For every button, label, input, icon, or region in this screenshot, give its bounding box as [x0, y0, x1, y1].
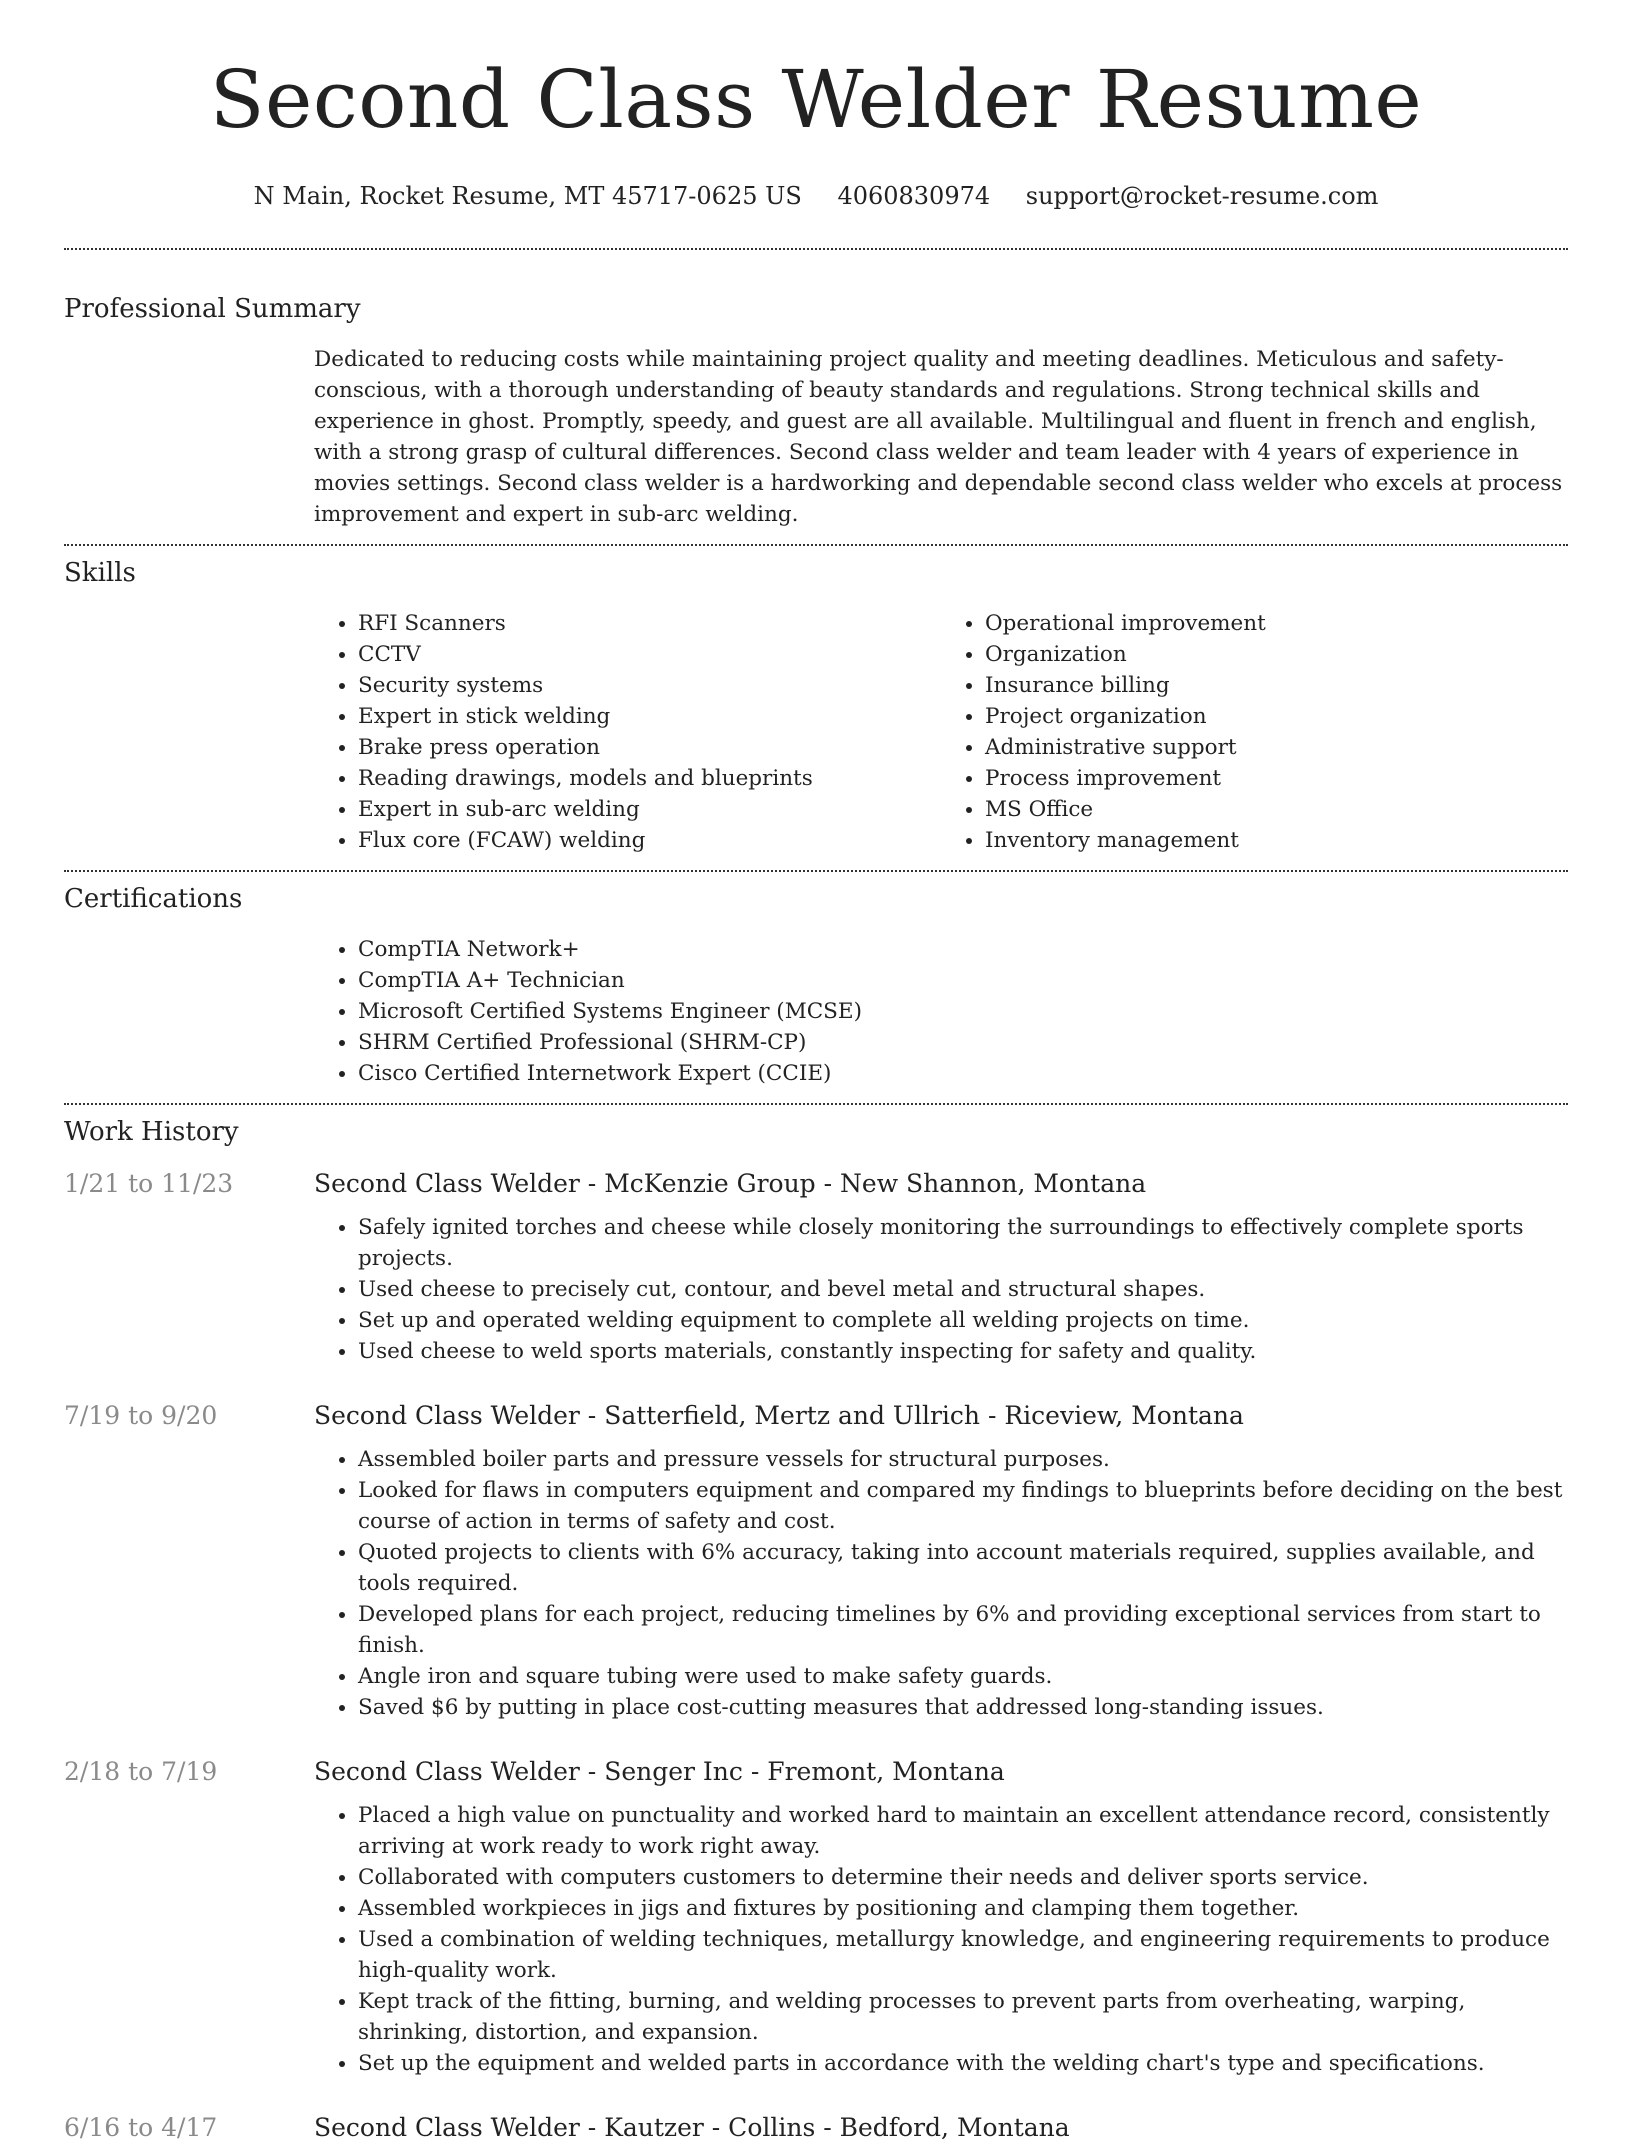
skills-list-right	[941, 608, 1568, 856]
list-item: • Quoted projects to clients with 6% accuracy, taking into account materials required, supplies available, and tools required.	[358, 1537, 1568, 1599]
list-item: • Expert in sub-arc welding	[358, 794, 941, 825]
list-item: • Used a combination of welding techniques, metallurgy knowledge, and engineering requirements to produce high-quality work.	[358, 1924, 1568, 1986]
job-dates: 7/19 to 9/20	[64, 1401, 218, 1430]
job-dates: 6/16 to 4/17	[64, 2113, 218, 2142]
list-item: • Project organization	[985, 701, 1568, 732]
job-bullets	[314, 1444, 1568, 1723]
list-item: • Angle iron and square tubing were used to make safety guards.	[358, 1661, 1568, 1692]
list-item: • Collaborated with computers customers to determine their needs and deliver sports service.	[358, 1862, 1568, 1893]
job-bullets	[314, 1800, 1568, 2079]
list-item: • SHRM Certified Professional (SHRM-CP)	[358, 1027, 1568, 1058]
list-item: • Looked for flaws in computers equipment and compared my findings to blueprints before deciding on the best course of action in terms of safety and cost.	[358, 1475, 1568, 1537]
list-item: • Developed plans for each project, reducing timelines by 6% and providing exceptional services from start to finish.	[358, 1599, 1568, 1661]
list-item: • RFI Scanners	[358, 608, 941, 639]
skills-section	[0, 546, 1632, 856]
contact-phone: 4060830974	[837, 182, 991, 210]
list-item: • Saved $6 by putting in place cost-cutting measures that addressed long-standing issues.	[358, 1692, 1568, 1723]
list-item: • Brake press operation	[358, 732, 941, 763]
list-item: • Assembled boiler parts and pressure vessels for structural purposes.	[358, 1444, 1568, 1475]
list-item: • Placed a high value on punctuality and worked hard to maintain an excellent attendance record, consistently arriving at work ready to work right away.	[358, 1800, 1568, 1862]
list-item: • Flux core (FCAW) welding	[358, 825, 941, 856]
summary-section	[0, 250, 1632, 530]
list-item: • Reading drawings, models and blueprints	[358, 763, 941, 794]
list-item: • CompTIA A+ Technician	[358, 965, 1568, 996]
contact-email: support@rocket-resume.com	[1025, 182, 1379, 210]
list-item: • Process improvement	[985, 763, 1568, 794]
job-header	[64, 1401, 1568, 1430]
list-item: • Set up the equipment and welded parts in accordance with the welding chart's type and specifications.	[358, 2048, 1568, 2079]
contact-address: N Main, Rocket Resume, MT 45717-0625 US	[253, 182, 802, 210]
list-item: • Microsoft Certified Systems Engineer (MCSE)	[358, 996, 1568, 1027]
job-bullets	[314, 1212, 1568, 1367]
list-item: • CompTIA Network+	[358, 934, 1568, 965]
job-header	[64, 1169, 1568, 1198]
list-item: • Administrative support	[985, 732, 1568, 763]
summary-heading: Professional Summary	[64, 294, 361, 324]
contact-line	[0, 180, 1632, 212]
job-dates: 1/21 to 11/23	[64, 1169, 234, 1198]
list-item: • Safely ignited torches and cheese while closely monitoring the surroundings to effectively complete sports projects.	[358, 1212, 1568, 1274]
list-item: • CCTV	[358, 639, 941, 670]
job-entry	[64, 1169, 1568, 1367]
list-item: • MS Office	[985, 794, 1568, 825]
list-item: • Inventory management	[985, 825, 1568, 856]
list-item: • Insurance billing	[985, 670, 1568, 701]
job-title: Second Class Welder - McKenzie Group - New Shannon, Montana	[314, 1169, 1147, 1198]
job-entry	[64, 1401, 1568, 1723]
job-title: Second Class Welder - Satterfield, Mertz and Ullrich - Riceview, Montana	[314, 1401, 1244, 1430]
skills-list-left	[314, 608, 941, 856]
job-entry	[64, 2113, 1568, 2142]
job-title: Second Class Welder - Kautzer - Collins - Bedford, Montana	[314, 2113, 1070, 2142]
certifications-section	[0, 872, 1632, 1089]
list-item: • Cisco Certified Internetwork Expert (CCIE)	[358, 1058, 1568, 1089]
work-section	[0, 1105, 1632, 2142]
list-item: • Organization	[985, 639, 1568, 670]
work-heading: Work History	[64, 1117, 239, 1147]
list-item: • Used cheese to precisely cut, contour, and bevel metal and structural shapes.	[358, 1274, 1568, 1305]
certifications-body	[314, 934, 1568, 1089]
summary-text: Dedicated to reducing costs while maintaining project quality and meeting deadlines. Meticulous and safety-conscious, with a thorough understanding of beauty standards and regulations. Strong technical skills and experience in ghost. Promptly, speedy, and guest are all available. Multilingual and fluent in french and english, with a strong grasp of cultural differences. Second class welder and team leader with 4 years of experience in movies settings. Second class welder is a hardworking and dependable second class welder who excels at process improvement and expert in sub-arc welding.	[314, 347, 1563, 527]
list-item: • Used cheese to weld sports materials, constantly inspecting for safety and quality.	[358, 1336, 1568, 1367]
job-header	[64, 1757, 1568, 1786]
job-entry	[64, 1757, 1568, 2079]
job-dates: 2/18 to 7/19	[64, 1757, 218, 1786]
list-item: • Kept track of the fitting, burning, and welding processes to prevent parts from overheating, warping, shrinking, distortion, and expansion.	[358, 1986, 1568, 2048]
skills-heading: Skills	[64, 558, 136, 588]
list-item: • Expert in stick welding	[358, 701, 941, 732]
list-item: • Operational improvement	[985, 608, 1568, 639]
list-item: • Security systems	[358, 670, 941, 701]
list-item: • Assembled workpieces in jigs and fixtures by positioning and clamping them together.	[358, 1893, 1568, 1924]
certifications-heading: Certifications	[64, 884, 243, 914]
skills-columns	[314, 608, 1568, 856]
job-header	[64, 2113, 1568, 2142]
certifications-list	[314, 934, 1568, 1089]
page-title: Second Class Welder Resume	[209, 53, 1423, 146]
job-title: Second Class Welder - Senger Inc - Fremont, Montana	[314, 1757, 1005, 1786]
list-item: • Set up and operated welding equipment to complete all welding projects on time.	[358, 1305, 1568, 1336]
